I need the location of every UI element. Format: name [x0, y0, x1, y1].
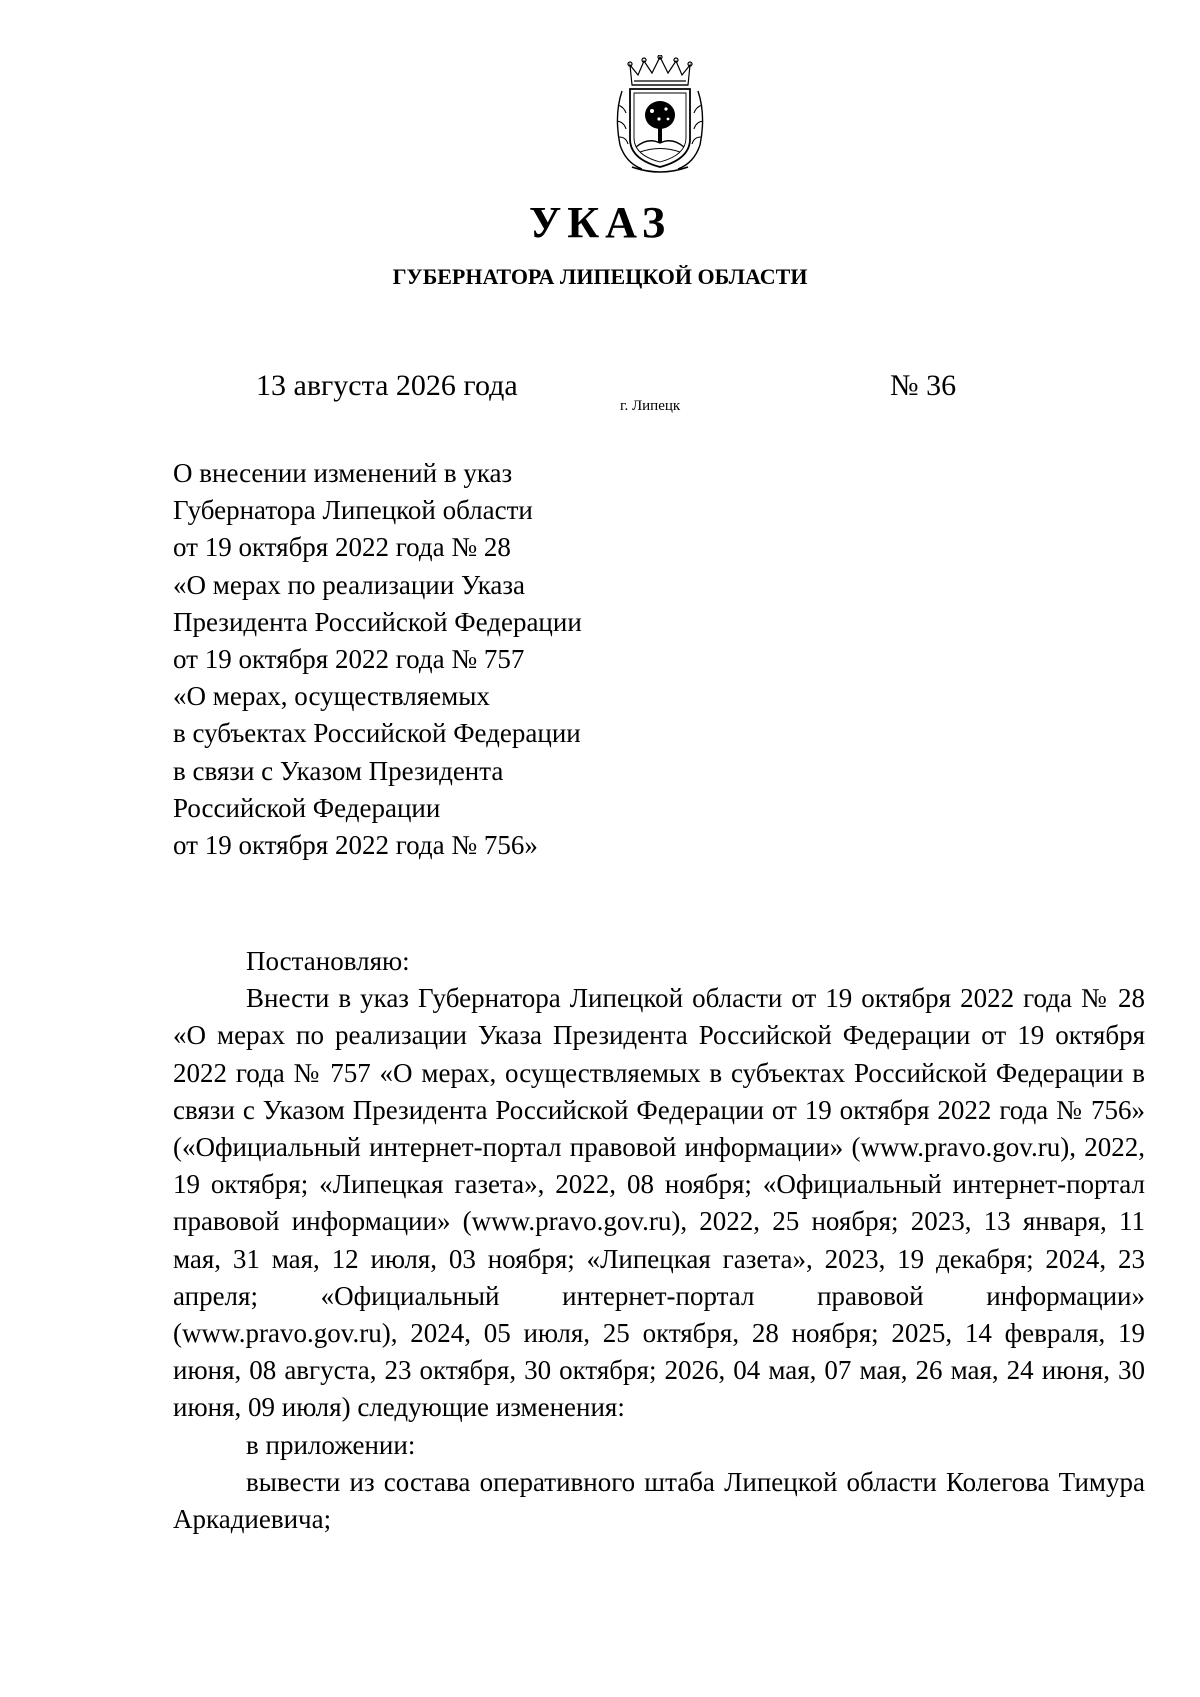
decree-date: 13 августа 2026 года — [256, 369, 518, 402]
decree-number: № 36 — [890, 369, 957, 402]
heading-line: Российской Федерации — [173, 792, 441, 823]
heading-line: О внесении изменений в указ — [173, 458, 513, 488]
heading-line: Губернатора Липецкой области — [173, 495, 533, 526]
heading-line: в субъектах Российской Федерации — [173, 718, 581, 749]
decree-city: г. Липецк — [620, 398, 681, 414]
document-title: УКАЗ — [528, 198, 672, 247]
heading-line: в связи с Указом Президента — [173, 755, 504, 786]
decree-word: Постановляю: — [246, 946, 410, 976]
tree-icon — [645, 101, 675, 143]
heading-line: Президента Российской Федерации — [173, 606, 582, 637]
crown-icon — [628, 55, 692, 85]
heading-line: от 19 октября 2022 года № 756» — [173, 830, 538, 861]
coat-of-arms-emblem — [612, 55, 708, 177]
document-subtitle: ГУБЕРНАТОРА ЛИПЕЦКОЙ ОБЛАСТИ — [392, 264, 808, 289]
decree-body — [173, 943, 1145, 1538]
heading-line: «О мерах по реализации Указа — [173, 569, 526, 600]
heading-line: «О мерах, осуществляемых — [173, 681, 490, 712]
heading-line: от 19 октября 2022 года № 28 — [173, 532, 511, 563]
remove-member-paragraph: вывести из состава оперативного штаба Липецкой области Колегова Тимура Аркадиевича; — [173, 1466, 1145, 1535]
main-paragraph: Внести в указ Губернатора Липецкой области от 19 октября 2022 года № 28 «О мерах по реализации Указа Президента Российской Федерации от 19 октября 2022 года № 757 «О мерах, осуществляемых в субъектах Российской Федерации в связи с Указом Президента Российской Федерации от 19 октября 2022 года № 756» («Официальный интернет-портал правовой информации» (www.pravo.gov.ru), 2022, 19 октября; «Липецкая газета», 2022, 08 ноября; «Официальный интернет-портал правовой информации» (www.pravo.gov.ru), 2022, 25 ноября; 2023, 13 января, 11 мая, 31 мая, 12 июля, 03 ноября; «Липецкая газета», 2023, 19 декабря; 2024, 23 апреля; «Официальный интернет-портал правовой информации» (www.pravo.gov.ru), 2024, 05 июля, 25 октября, 28 ноября; 2025, 14 февраля, 19 июня, 08 августа, 23 октября, 30 октября; 2026, 04 мая, 07 мая, 26 мая, 24 июня, 30 июня, 09 июля) следующие изменения: — [173, 983, 1145, 1423]
decree-heading — [173, 455, 693, 864]
heading-line: от 19 октября 2022 года № 757 — [173, 644, 525, 675]
annex-paragraph: в приложении: — [246, 1429, 416, 1460]
